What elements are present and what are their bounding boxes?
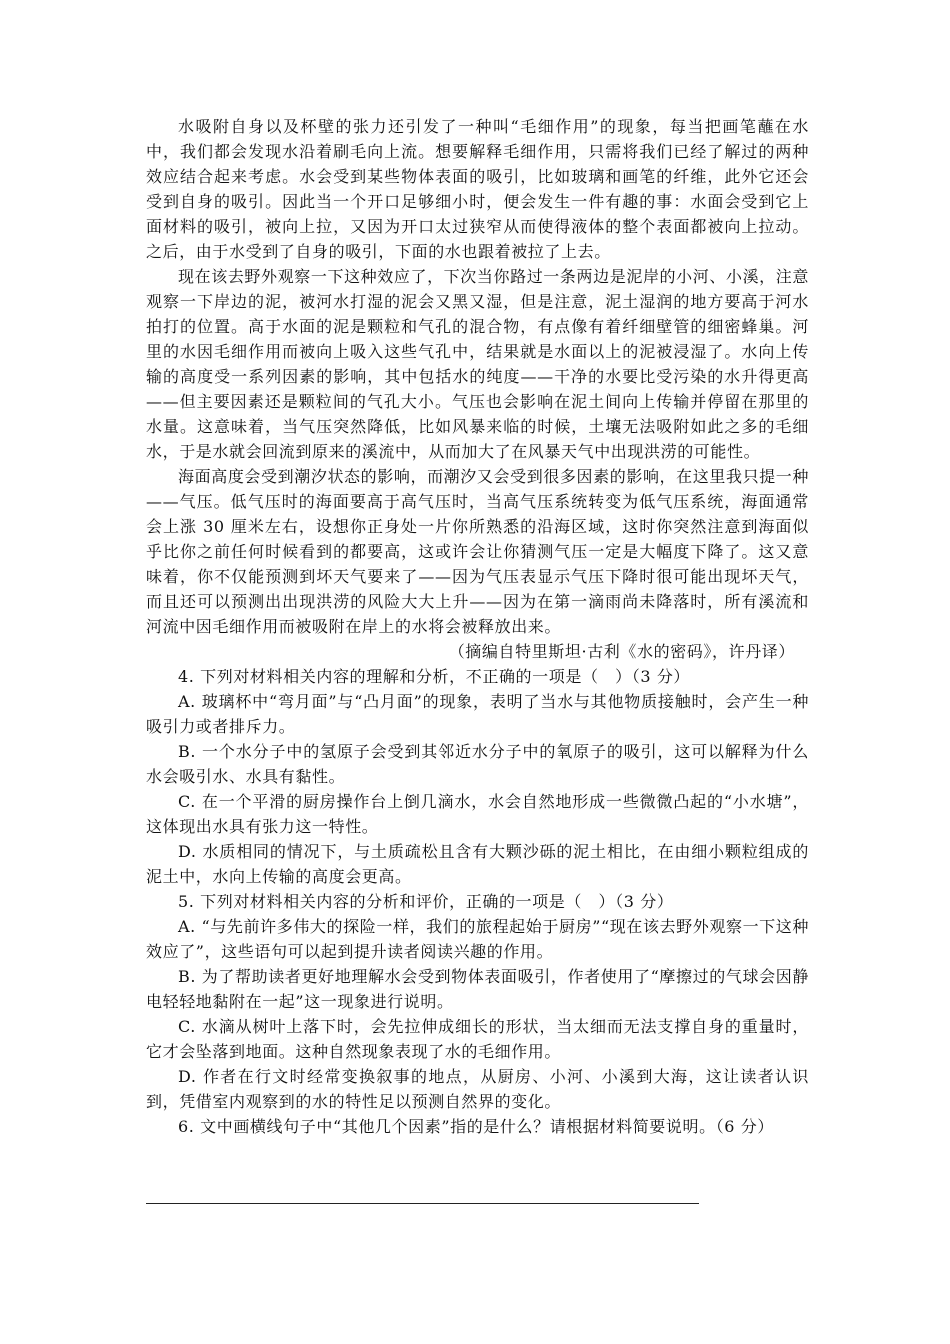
question-5-option-a: A. “与先前许多伟大的探险一样，我们的旅程起始于厨房”“现在该去野外观察一下这种效应了”，这些语句可以起到提升读者阅读兴趣的作用。 (146, 917, 809, 961)
question-5-option-b: B. 为了帮助读者更好地理解水会受到物体表面吸引，作者使用了“摩擦过的气球会因静电轻轻地黏附在一起”这一现象进行说明。 (146, 967, 809, 1011)
passage-source: （摘编自特里斯坦·古利《水的密码》，许丹译） (448, 642, 795, 661)
question-5-stem: 5. 下列对材料相关内容的分析和评价，正确的一项是（ ）（3 分） (178, 892, 674, 911)
question-4-option-d: D. 水质相同的情况下，与土质疏松且含有大颗沙砾的泥土相比，在由细小颗粒组成的泥土中，水向上传输的高度会更高。 (146, 842, 809, 886)
passage-paragraph-1: 水吸附自身以及杯壁的张力还引发了一种叫“毛细作用”的现象，每当把画笔蘸在水中，我们都会发现水沿着刷毛向上流。想要解释毛细作用，只需将我们已经了解过的两种效应结合起来考虑。水会受到某些物体表面的吸引，比如玻璃和画笔的纤维，此外它还会受到自身的吸引。因此当一个开口足够细小时，便会发生一件有趣的事：水面会受到它上面材料的吸引，被向上拉，又因为开口太过狭窄从而使得液体的整个表面都被向上拉动。之后，由于水受到了自身的吸引，下面的水也跟着被拉了上去。 (146, 117, 809, 261)
question-4-stem: 4. 下列对材料相关内容的理解和分析，不正确的一项是（ ）（3 分） (178, 667, 691, 686)
question-5 (146, 889, 809, 1114)
answer-line (146, 1203, 699, 1204)
question-5-option-c: C. 水滴从树叶上落下时，会先拉伸成细长的形状，当太细而无法支撑自身的重量时，它才会坠落到地面。这种自然现象表现了水的毛细作用。 (146, 1017, 809, 1061)
question-4-option-c: C. 在一个平滑的厨房操作台上倒几滴水，水会自然地形成一些微微凸起的“小水塘”，这体现出水具有张力这一特性。 (146, 792, 809, 836)
question-4-option-a: A. 玻璃杯中“弯月面”与“凸月面”的现象，表明了当水与其他物质接触时，会产生一种吸引力或者排斥力。 (146, 692, 809, 736)
passage-paragraph-2: 现在该去野外观察一下这种效应了，下次当你路过一条两边是泥岸的小河、小溪，注意观察一下岸边的泥，被河水打湿的泥会又黑又湿，但是注意，泥土湿润的地方要高于河水拍打的位置。高于水面的泥是颗粒和气孔的混合物，有点像有着纤细壁管的细密蜂巢。河里的水因毛细作用而被向上吸入这些气孔中，结果就是水面以上的泥被浸湿了。水向上传输的高度受一系列因素的影响，其中包括水的纯度——干净的水要比受污染的水升得更高——但主要因素还是颗粒间的气孔大小。气压也会影响在泥土间向上传输并停留在那里的水量。这意味着，当气压突然降低，比如风暴来临的时候，土壤无法吸附如此之多的毛细水，于是水就会回流到原来的溪流中，从而加大了在风暴天气中出现洪涝的可能性。 (146, 267, 809, 461)
passage-paragraph-3: 海面高度会受到潮汐状态的影响，而潮汐又会受到很多因素的影响，在这里我只提一种——气压。低气压时的海面要高于高气压时，当高气压系统转变为低气压系统，海面通常会上涨 30 厘米左右，设想你正身处一片你所熟悉的沿海区域，这时你突然注意到海面似乎比你之前任何时候看到的都要高，这或许会让你猜测气压一定是大幅度下降了。这又意味着，你不仅能预测到坏天气要来了——因为气压表显示气压下降时很可能出现坏天气，而且还可以预测出出现洪涝的风险大大上升——因为在第一滴雨尚未降落时，所有溪流和河流中因毛细作用而被吸附在岸上的水将会被释放出来。 (146, 467, 809, 636)
document-page (146, 114, 809, 1139)
question-5-option-d: D. 作者在行文时经常变换叙事的地点，从厨房、小河、小溪到大海，这让读者认识到，凭借室内观察到的水的特性足以预测自然界的变化。 (146, 1067, 809, 1111)
question-4-option-b: B. 一个水分子中的氢原子会受到其邻近水分子中的氧原子的吸引，这可以解释为什么水会吸引水、水具有黏性。 (146, 742, 809, 786)
question-6 (146, 1114, 809, 1139)
question-6-stem: 6. 文中画横线句子中“其他几个因素”指的是什么？请根据材料简要说明。（6 分） (178, 1117, 774, 1136)
question-4 (146, 664, 809, 889)
